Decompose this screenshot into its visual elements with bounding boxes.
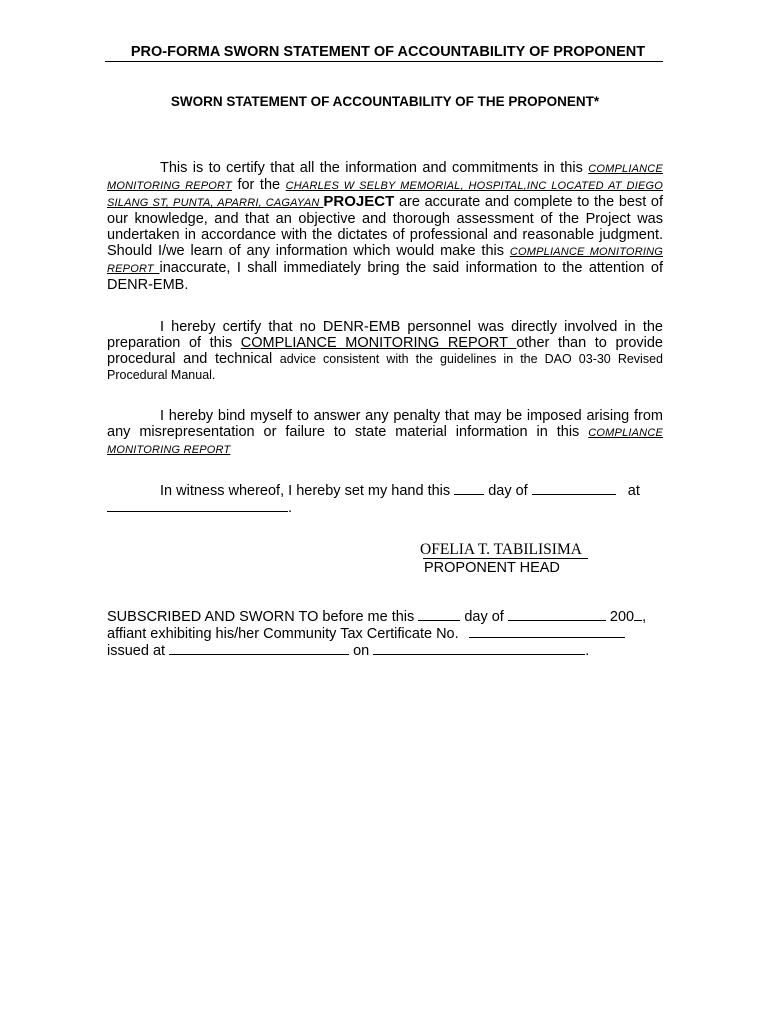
month-blank [532, 482, 616, 495]
para2-text-3: advice consistent with the guidelines in the DAO 03-30 Revised Procedural Manual. [107, 352, 663, 382]
place-blank [107, 499, 288, 512]
sworn-year-blank [634, 608, 642, 621]
subscribed-text-4: , [642, 609, 647, 625]
subscribed-text-1: SUBSCRIBED AND SWORN TO before me this [107, 609, 415, 625]
para2-text-2: other than to provide procedural and technical [107, 335, 663, 367]
issued-at-blank [169, 642, 349, 655]
witness-text-3: at [623, 483, 640, 499]
witness-text-4: . [288, 500, 293, 516]
signature-line [423, 558, 588, 559]
issued-on-blank [373, 642, 585, 655]
para2-report-name: COMPLIANCE MONITORING REPORT [240, 335, 517, 351]
ctc-number-blank [469, 625, 625, 638]
para3-text-1: I hereby bind myself to answer any penalty that may be imposed arising from any misrepresentation or failure to state material information in this [107, 408, 663, 440]
para1-project-name: CHARLES W SELBY MEMORIAL, HOSPITAL,INC LOCATED AT DIEGO SILANG ST, PUNTA, APARRI, CAGAYAN [107, 180, 663, 209]
para1-text-4: inaccurate, I shall immediately bring the said information to the attention of DENR-EMB. [107, 260, 663, 293]
sworn-day-blank [418, 608, 460, 621]
para1-text-2: for the [231, 177, 286, 193]
sworn-month-blank [508, 608, 606, 621]
subscribed-text-3: 200 [605, 609, 635, 625]
document-header: PRO-FORMA SWORN STATEMENT OF ACCOUNTABILITY OF PROPONENT [105, 44, 663, 62]
subscribed-text-7: on [349, 643, 374, 659]
paragraph-penalty [107, 408, 663, 458]
subscribed-text-8: . [585, 643, 590, 659]
witness-text-1: In witness whereof, I hereby set my hand this [160, 483, 451, 499]
subscribed-text-2: day of [460, 609, 508, 625]
para3-report-name: COMPLIANCE MONITORING REPORT [107, 427, 664, 456]
paragraph-no-personnel [107, 319, 663, 383]
para1-text-3: are accurate and complete to the best of our knowledge, and that an objective and thorough assessment of the Project was undertaken in accordance with the dictates of professional and reasonable judgment. Should I/we learn of any information which would make this [107, 194, 663, 259]
witness-text-2: day of [484, 483, 532, 499]
para1-report-name-2: COMPLIANCE MONITORING REPORT [107, 246, 663, 275]
para2-text-1: I hereby certify that no DENR-EMB personnel was directly involved in the preparation of this [107, 319, 663, 351]
day-blank [454, 482, 484, 495]
paragraph-subscribed [107, 608, 663, 659]
para1-report-name: COMPLIANCE MONITORING REPORT [107, 163, 663, 192]
signatory-name: OFELIA T. TABILISIMA [420, 541, 582, 558]
subscribed-text-6: issued at [107, 643, 166, 659]
subscribed-text-5: affiant exhibiting his/her Community Tax Certificate No. [107, 626, 459, 642]
para1-text-1: This is to certify that all the information and commitments in this [160, 160, 583, 176]
para1-project-word: PROJECT [323, 193, 395, 210]
signatory-role: PROPONENT HEAD [424, 560, 560, 576]
paragraph-certification [107, 160, 663, 293]
document-title: SWORN STATEMENT OF ACCOUNTABILITY OF THE PROPONENT* [170, 94, 600, 109]
paragraph-witness [107, 482, 663, 516]
